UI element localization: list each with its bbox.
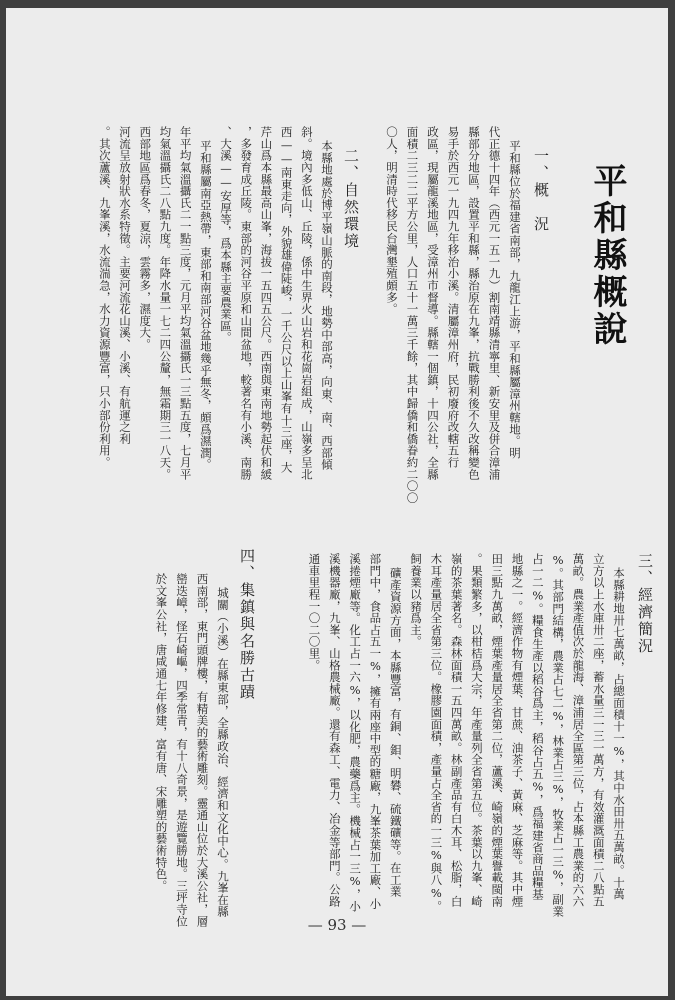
section-2-heading: 二、自然環境 — [342, 148, 360, 250]
text-line: 通車里程一〇二〇里。 — [307, 553, 322, 671]
section-4-heading: 四、集鎮與名勝古蹟 — [238, 548, 256, 701]
text-line: 萬畝。農業產值次於龍海、漳浦居全區第三位，占本縣工農業的六六 — [571, 553, 586, 907]
section-3-heading: 三、經濟簡況 — [636, 553, 654, 655]
page-number: — 93 — — [307, 916, 367, 934]
text-line: 城關（小溪）在縣東部，全縣政治、經濟和文化中心。九峯在縣 — [216, 587, 230, 918]
text-line: 溪捲煙廠等。化工占一六%，以化肥，農藥爲主。機械占一三%，小 — [348, 553, 363, 912]
text-line: 。果類繁多，以柑桔爲大宗，年產量列全省第五位。茶葉以九峯、崎 — [469, 553, 484, 907]
section-1-heading: 一、概 況 — [532, 148, 550, 233]
text-line: 木耳產量居全省第三位。橡膠園面積，產量占全省的一三%與八%。 — [429, 553, 444, 912]
text-line: 於文峯公社，唐咸通七年修建，富有唐、宋雕塑的藝術特色。 — [154, 573, 169, 892]
text-line: 嶺的茶葉著名。森林面積一五四萬畝。林副產品有白木耳、松脂，白 — [449, 553, 464, 907]
text-line: 、大溪——安厚等，爲本縣主要農業區。 — [219, 126, 233, 344]
document-page — [6, 8, 668, 996]
text-line: 地縣之一。經濟作物有煙葉、甘蔗、油茶子、黃麻、芝麻等。其中煙 — [510, 553, 525, 907]
text-line: 部門中，食品占五一%，擁有兩座中型的糖廠，九峯茶葉加工廠、小 — [368, 553, 383, 910]
text-line: 。其次蘆溪、九峯溪，水流湍急，水力資源豐富，只小部份利用。 — [97, 126, 112, 469]
text-line: 年平均氣溫攝氏二一點三度，元月平均氣溫攝氏一三點五度，七月平 — [178, 126, 193, 480]
text-line: 斜。境內多低山、丘陵，係中生界火山岩和花崗岩組成，山嶺多呈北 — [299, 126, 314, 480]
text-line: 面積二三二二平方公里，人口五十一萬三千餘，其中歸僑和僑眷約二〇〇 — [405, 126, 420, 504]
text-line: 易手於西元一九四九年移治小溪。清屬漳州府，民初廢府改轄五行 — [446, 126, 461, 469]
text-line: 田三點九萬畝，煙葉產量居全省第二位，蘆溪、崎嶺的煙葉譽載閩南 — [490, 553, 505, 907]
text-line: 立方以上水庫卅二座，蓄水量三一三一萬方，有效灌溉面積二八點五 — [591, 553, 606, 907]
text-line: 均氣溫攝氏二八點九度。年降水量一七二四公釐，無霜期三一八天。 — [158, 126, 173, 480]
text-line: 溪機器廠，九峯、山格農械廠。還有森工、電力、冶金等部門。公路 — [327, 553, 342, 907]
text-line: 平和縣位於福建省南部，九龍江上游，平和縣屬漳州轄地。明 — [508, 140, 522, 459]
text-line: 縣部分地區，設置平和縣，縣治原在九峯，抗戰勝利後不久改稱變色 — [467, 126, 481, 480]
text-line: 〇人，明清時代移民台灣墾殖頗多。 — [385, 126, 399, 315]
text-line: ，多發育成丘陵。東部的河谷平原和山間盆地，較著名有小溪、南勝 — [239, 126, 254, 480]
text-line: 西——南東走向，外貌雄偉陡峻，一千公尺以上山峯有十三座，大 — [279, 126, 294, 474]
text-line: %。其部門結構，農業占七二%，林業占三%，牧業占一三%，副業 — [551, 553, 566, 917]
text-line: 西部地區爲春冬，夏涼，雲霧多，濕度大。 — [138, 126, 153, 351]
text-line: 芹山爲本縣最高山峯，海拔一五四五公尺。西南與東南地勢起伏和緩 — [259, 126, 274, 480]
text-line: 政區，現屬龍溪地區，受漳州市督導。縣轄一個鎮，十四公社，全縣 — [426, 126, 440, 480]
text-line: 礦產資源方面，本縣豐富，有銅、鉬、明礬、硫鐵礦等。在工業 — [388, 567, 403, 898]
text-line: 平和縣屬南亞熱帶，東部和南部河谷盆地幾乎無冬，頗爲濕潤。 — [198, 140, 213, 471]
text-line: 代正德十四年（西元一五一九）割南靖縣清寧里、新安里及併合漳浦 — [487, 126, 502, 480]
text-line: 本縣地處於博平嶺山脈的南段，地勢中部高，向東、南、西部傾 — [320, 140, 334, 471]
text-line: 巒迭嶂，怪石崎嶇，四季常青，有十八奇景，是遊覽勝地。三坪寺位 — [175, 573, 189, 927]
text-line: 西南部，東門頭牌樓，有精美的藝術雕刻。靈通山位於大溪公社，層 — [195, 573, 210, 927]
page-title: 平和縣概說 — [587, 163, 627, 348]
text-line: 占一二%。糧食生產以稻谷爲主，稻谷占五%，爲福建省商品糧基 — [530, 553, 545, 901]
text-line: 河流呈放射狀水系特徵。主要河流花山溪、小溪、有航運之利 — [118, 126, 132, 445]
text-line: 飼養業以豬爲主。 — [409, 553, 423, 648]
text-line: 本縣耕地卅七萬畝，占總面積十一%，其中水田卅五萬畝。十萬 — [612, 567, 626, 900]
